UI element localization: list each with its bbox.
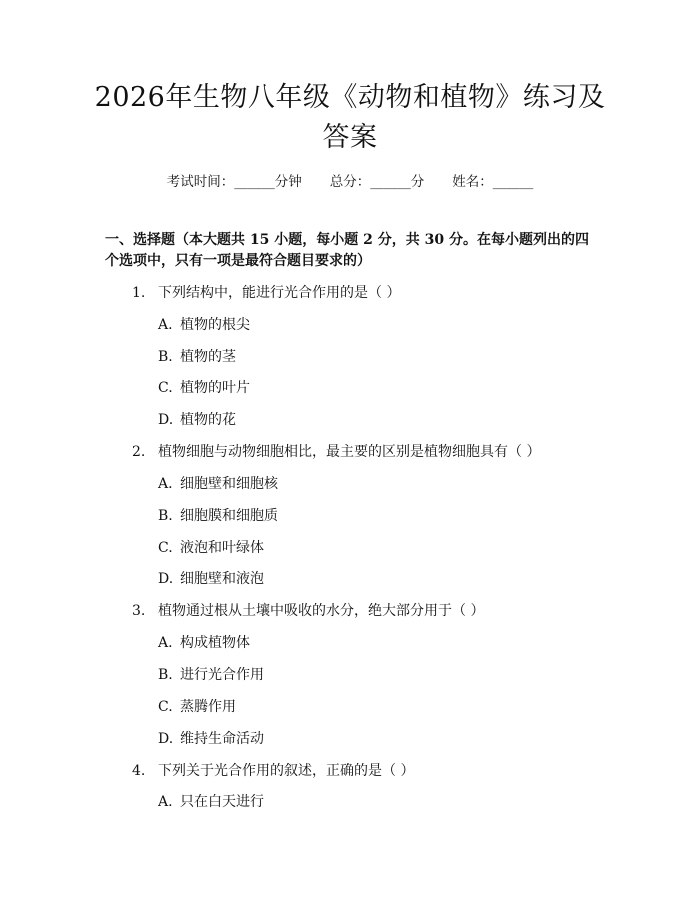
question-text: 下列关于光合作用的叙述，正确的是（ ） (158, 763, 415, 779)
option-letter: D. (158, 571, 174, 587)
option-letter: D. (158, 731, 174, 747)
question-4 (132, 762, 414, 780)
exam-info-line (0, 170, 700, 190)
question-text: 植物通过根从土壤中吸收的水分，绝大部分用于（ ） (158, 603, 485, 619)
option-text: 植物的叶片 (180, 380, 250, 396)
option-1b (158, 348, 236, 366)
option-3c (158, 698, 236, 716)
option-letter: D. (158, 412, 174, 428)
option-letter: C. (158, 380, 173, 396)
option-letter: C. (158, 540, 173, 556)
option-1d (158, 411, 236, 429)
question-number: 4. (132, 763, 146, 779)
option-text: 细胞壁和液泡 (180, 571, 264, 587)
option-text: 进行光合作用 (180, 667, 264, 683)
question-2 (132, 443, 540, 461)
document-title: 2026年生物八年级《动物和植物》练习及答案 (94, 82, 606, 153)
option-4a (158, 793, 264, 811)
option-text: 植物的茎 (180, 349, 236, 365)
section-heading: 一、选择题（本大题共 15 小题，每小题 2 分，共 30 分。在每小题列出的四个选项中，只有一项是最符合题目要求的） (105, 232, 589, 269)
question-number: 2. (132, 444, 146, 460)
option-letter: B. (158, 508, 173, 524)
option-2b (158, 507, 278, 525)
question-number: 1. (132, 285, 146, 301)
option-text: 植物的根尖 (180, 317, 250, 333)
option-text: 构成植物体 (180, 635, 250, 651)
option-2c (158, 539, 264, 557)
option-text: 液泡和叶绿体 (180, 540, 264, 556)
option-letter: A. (158, 794, 173, 810)
option-2a (158, 475, 278, 493)
option-letter: B. (158, 349, 173, 365)
question-1 (132, 284, 400, 302)
question-text: 植物细胞与动物细胞相比，最主要的区别是植物细胞具有（ ） (158, 444, 541, 460)
option-text: 植物的花 (180, 412, 236, 428)
option-3a (158, 634, 250, 652)
option-3d (158, 730, 264, 748)
option-letter: B. (158, 667, 173, 683)
option-text: 细胞膜和细胞质 (180, 508, 278, 524)
exam-time-field: 考试时间：______分钟 (166, 174, 302, 190)
question-number: 3. (132, 603, 146, 619)
option-letter: A. (158, 635, 173, 651)
option-text: 只在白天进行 (180, 794, 264, 810)
student-name-field: 姓名：______ (452, 174, 534, 190)
question-text: 下列结构中，能进行光合作用的是（ ） (158, 285, 401, 301)
total-score-field: 总分：______分 (329, 174, 425, 190)
option-text: 蒸腾作用 (180, 699, 236, 715)
option-text: 细胞壁和细胞核 (180, 476, 278, 492)
option-3b (158, 666, 264, 684)
option-1c (158, 379, 250, 397)
option-letter: A. (158, 317, 173, 333)
option-text: 维持生命活动 (180, 731, 264, 747)
option-2d (158, 570, 264, 588)
question-3 (132, 602, 484, 620)
option-1a (158, 316, 250, 334)
option-letter: C. (158, 699, 173, 715)
option-letter: A. (158, 476, 173, 492)
